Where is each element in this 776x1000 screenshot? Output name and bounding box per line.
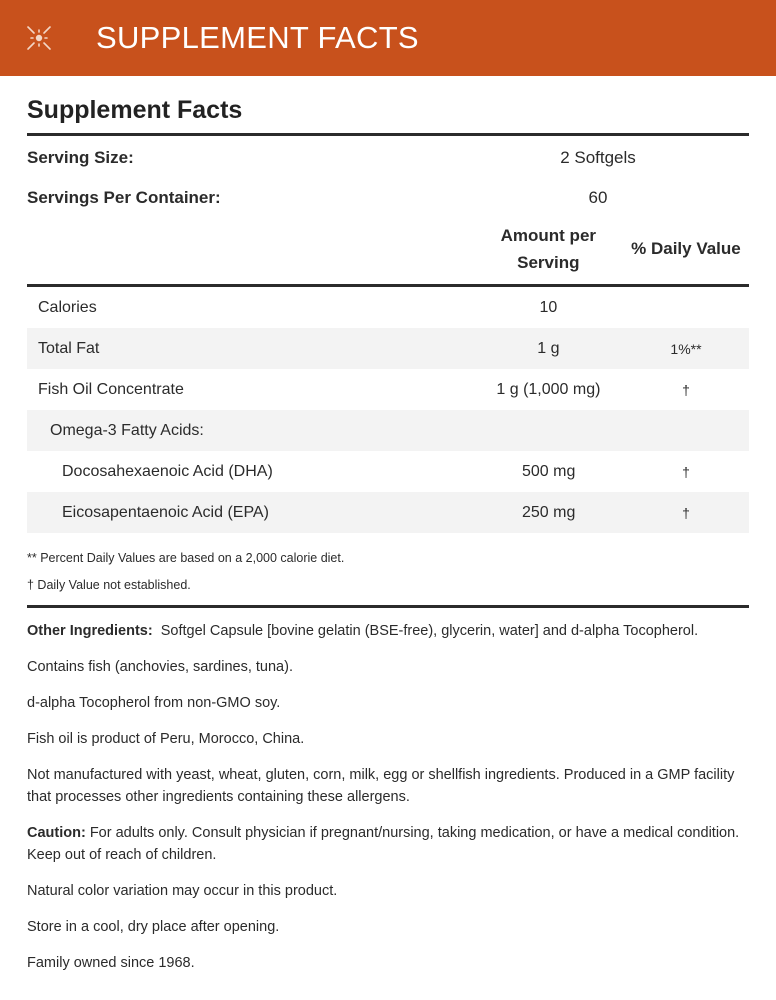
allergen-note: Contains fish (anchovies, sardines, tuna). (27, 659, 293, 675)
divider (27, 133, 749, 136)
servings-value: 60 (588, 188, 608, 207)
sparkle-icon (24, 23, 54, 53)
amount-per-serving-header: Amount per Serving (500, 226, 597, 272)
storage-note: Store in a cool, dry place after opening. (27, 919, 280, 935)
page-title: Supplement Facts (27, 96, 243, 124)
manufacturing-note: Not manufactured with yeast, wheat, gluten, corn, milk, egg or shellfish ingredients. Produced in a GMP facility that processes other ingredients containing these allergens. (27, 767, 735, 805)
origin-note: Fish oil is product of Peru, Morocco, China. (27, 731, 305, 747)
family-owned-note: Family owned since 1968. (27, 955, 195, 971)
soy-note: d-alpha Tocopherol from non-GMO soy. (27, 695, 281, 711)
facts-panel (27, 93, 749, 974)
table-row: Total Fat 1 g 1%** (27, 328, 749, 369)
divider (27, 605, 749, 608)
other-ingredients: Other Ingredients: Softgel Capsule [bovine gelatin (BSE-free), glycerin, water] and d-alpha Tocopherol. (27, 623, 699, 639)
daily-value-header: % Daily Value (631, 239, 741, 258)
table-row: Docosahexaenoic Acid (DHA) 500 mg † (62, 462, 690, 480)
servings-per-container-row (27, 178, 749, 218)
servings-label: Servings Per Container: (27, 188, 221, 207)
table-row: Fish Oil Concentrate 1 g (1,000 mg) † (38, 380, 690, 398)
serving-size-label: Serving Size: (27, 148, 134, 167)
column-header-row (27, 218, 749, 280)
table-row: Omega-3 Fatty Acids: (27, 410, 749, 451)
serving-size-value: 2 Softgels (560, 148, 636, 167)
table-row: Eicosapentaenoic Acid (EPA) 250 mg † (27, 492, 749, 533)
color-variation-note: Natural color variation may occur in this product. (27, 883, 338, 899)
ingredients-section (27, 620, 749, 974)
footnote-not-established: † Daily Value not established. (27, 578, 191, 592)
supplement-facts-banner (0, 0, 776, 76)
footnotes (27, 545, 749, 599)
banner-title: SUPPLEMENT FACTS (96, 20, 419, 55)
table-row: Calories 10 (38, 298, 558, 316)
serving-size-row (27, 138, 749, 178)
caution-note: Caution: For adults only. Consult physician if pregnant/nursing, taking medication, or have a medical condition. Keep out of reach of children. (27, 825, 740, 863)
footnote-daily-values: ** Percent Daily Values are based on a 2,000 calorie diet. (27, 551, 345, 565)
